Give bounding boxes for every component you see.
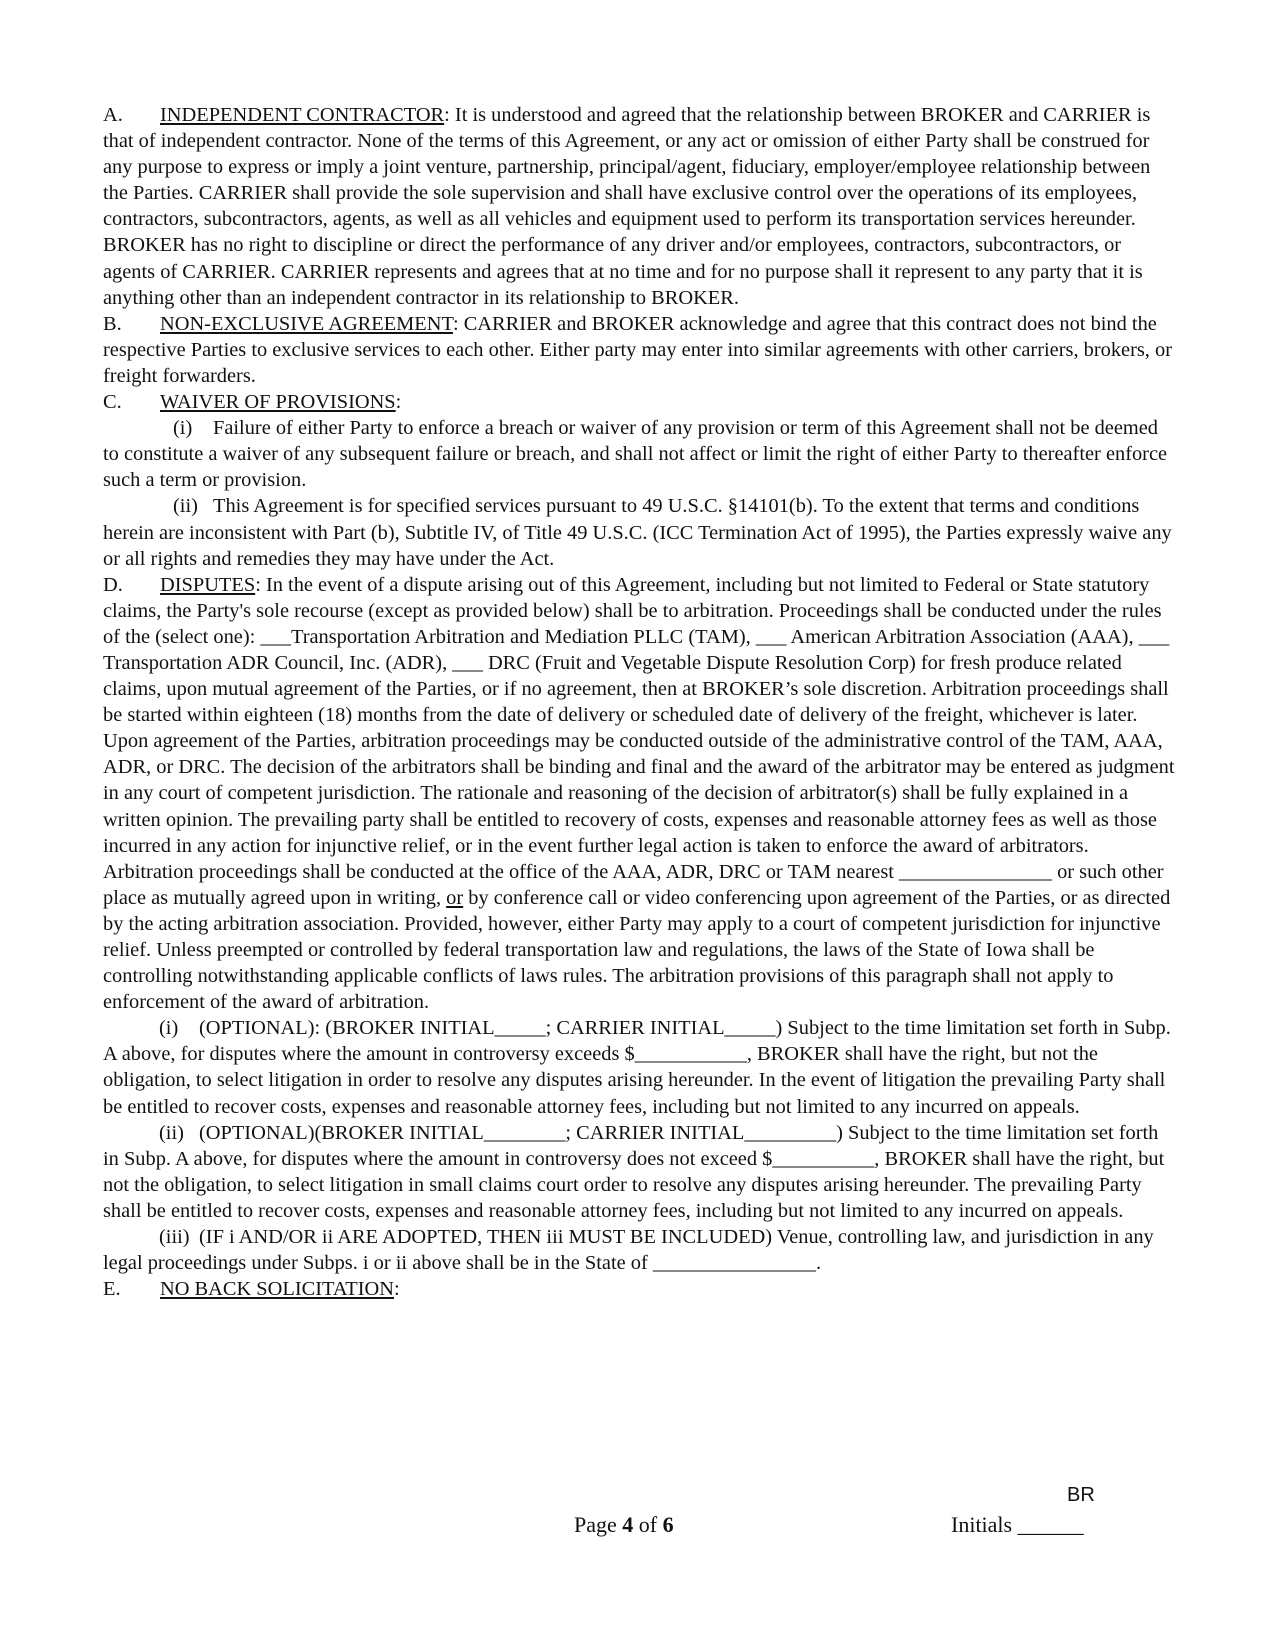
section-colon: : bbox=[395, 391, 402, 414]
section-heading: INDEPENDENT CONTRACTOR bbox=[160, 104, 445, 126]
section-text: : It is understood and agreed that the relationship between BROKER and CARRIER is that of independent contractor. None of the terms of this Agreement, or any act or omission of either Party shall be construed for any purpose to express or imply a joint venture, partnership, principal/agent, fiduciary, employer/employee relationship between the Parties. CARRIER shall provide the sole supervision and shall have exclusive control over the operations of its employees, contractors, subcontractors, agents, as well as all vehicles and equipment used to perform its transportation services hereunder. BROKER has no right to discipline or direct the performance of any driver and/or employees, contractors, subcontractors, or agents of CARRIER. CARRIER represents and agrees that at no time and for no purpose shall it represent to any party that it is anything other than an independent contractor in its relationship to BROKER. bbox=[103, 104, 1151, 309]
or-word: or bbox=[446, 886, 464, 909]
item-number: (i) bbox=[159, 1017, 179, 1040]
section-label: D. bbox=[103, 573, 123, 596]
section-text: : CARRIER and BROKER acknowledge and agree that this contract does not bind the respective Parties to exclusive services to each other. Either party may enter into similar agreements with other carriers, brokers, or freight forwarders. bbox=[103, 312, 1172, 387]
section-heading: NO BACK SOLICITATION bbox=[160, 1278, 394, 1301]
section-d bbox=[103, 572, 1175, 1016]
section-c-item bbox=[103, 415, 1175, 493]
section-a bbox=[103, 102, 1175, 311]
section-d-item bbox=[103, 1015, 1175, 1119]
initials-mark: BR bbox=[1067, 1484, 1095, 1506]
item-number: (ii) bbox=[173, 495, 198, 518]
section-colon: : bbox=[393, 1278, 400, 1301]
section-heading: NON-EXCLUSIVE AGREEMENT bbox=[160, 312, 453, 335]
item-number: (i) bbox=[173, 417, 193, 440]
item-text: Failure of either Party to enforce a breach or waiver of any provision or term of this Agreement shall not be deemed to constitute a waiver of any subsequent failure or breach, and shall not affect or limit the right of either Party to thereafter enforce such a term or provision. bbox=[103, 417, 1168, 492]
section-label: A. bbox=[103, 104, 123, 126]
section-d-item bbox=[103, 1224, 1175, 1276]
section-label: B. bbox=[103, 312, 122, 335]
section-b bbox=[103, 311, 1175, 389]
section-text: : In the event of a dispute arising out of this Agreement, including but not limited to Federal or State statutory claims, the Party's sole recourse (except as provided below) shall be to arbitration. Proceedings shall be conducted under the rules of the (select one): ___Transportation Arbitration and Mediation PLLC (TAM), ___ American Arbitration Association (AAA), ___ Transportation ADR Council, Inc. (ADR), ___ DRC (Fruit and Vegetable Dispute Resolution Corp) for fresh produce related claims, upon mutual agreement of the Parties, or if no agreement, then at BROKER’s sole discretion. Arbitration proceedings shall be started within eighteen (18) months from the date of delivery or scheduled date of delivery of the freight, whichever is later. Upon agreement of the Parties, arbitration proceedings may be conducted outside of the administrative control of the TAM, AAA, ADR, or DRC. The decision of the arbitrators shall be binding and final and the award of the arbitrator may be entered as judgment in any court of competent jurisdiction. The rationale and reasoning of the decision of arbitrator(s) shall be fully explained in a written opinion. The prevailing party shall be entitled to recovery of costs, expenses and reasonable attorney fees as well as those incurred in any action for injunctive relief, or in the event further legal action is taken to enforce the award of arbitrators. Arbitration proceedings shall be conducted at the office of the AAA, ADR, DRC or TAM nearest _______________ or such other place as mutually agreed upon in writing, bbox=[103, 573, 1175, 909]
document-body bbox=[103, 102, 1175, 1302]
section-c-item bbox=[103, 493, 1175, 571]
section-heading: WAIVER OF PROVISIONS bbox=[160, 391, 396, 414]
item-text: (OPTIONAL): (BROKER INITIAL_____; CARRIER INITIAL_____) Subject to the time limitation set forth in Subp. A above, for disputes where the amount in controversy exceeds $___________, BROKER shall have the right, but not the obligation, to select litigation in order to resolve any disputes arising hereunder. In the event of litigation the prevailing Party shall be entitled to recover costs, expenses and reasonable attorney fees, including but not limited to any incurred on appeals. bbox=[103, 1017, 1171, 1118]
page-number: Page 4 of 6 bbox=[574, 1512, 674, 1537]
item-text: (IF i AND/OR ii ARE ADOPTED, THEN iii MUST BE INCLUDED) Venue, controlling law, and jurisdiction in any legal proceedings under Subps. i or ii above shall be in the State of ________________. bbox=[103, 1226, 1154, 1275]
section-heading: DISPUTES bbox=[160, 573, 256, 596]
section-c bbox=[103, 389, 1175, 415]
section-label: E. bbox=[103, 1278, 121, 1301]
page-total: 6 bbox=[662, 1512, 674, 1537]
item-text: This Agreement is for specified services pursuant to 49 U.S.C. §14101(b). To the extent that terms and conditions herein are inconsistent with Part (b), Subtitle IV, of Title 49 U.S.C. (ICC Termination Act of 1995), the Parties expressly waive any or all rights and remedies they may have under the Act. bbox=[103, 495, 1172, 570]
initials-field[interactable]: Initials ______ bbox=[951, 1512, 1084, 1537]
item-text: (OPTIONAL)(BROKER INITIAL________; CARRIER INITIAL_________) Subject to the time limitation set forth in Subp. A above, for disputes where the amount in controversy does not exceed $__________, BROKER shall have the right, but not the obligation, to select litigation in small claims court order to resolve any disputes arising hereunder. The prevailing Party shall be entitled to recover costs, expenses and reasonable attorney fees, including but not limited to any incurred on appeals. bbox=[103, 1121, 1165, 1222]
item-number: (iii) bbox=[159, 1226, 190, 1249]
section-d-item bbox=[103, 1120, 1175, 1224]
item-number: (ii) bbox=[159, 1121, 184, 1144]
section-label: C. bbox=[103, 391, 122, 414]
section-e bbox=[103, 1276, 1175, 1302]
page-current: 4 bbox=[622, 1512, 634, 1537]
section-text-continued: by conference call or video conferencing upon agreement of the Parties, or as directed by the acting arbitration association. Provided, however, either Party may apply to a court of competent jurisdiction for injunctive relief. Unless preempted or controlled by federal transportation law and regulations, the laws of the State of Iowa shall be controlling notwithstanding applicable conflicts of laws rules. The arbitration provisions of this paragraph shall not apply to enforcement of the award of arbitration. bbox=[103, 886, 1171, 1014]
